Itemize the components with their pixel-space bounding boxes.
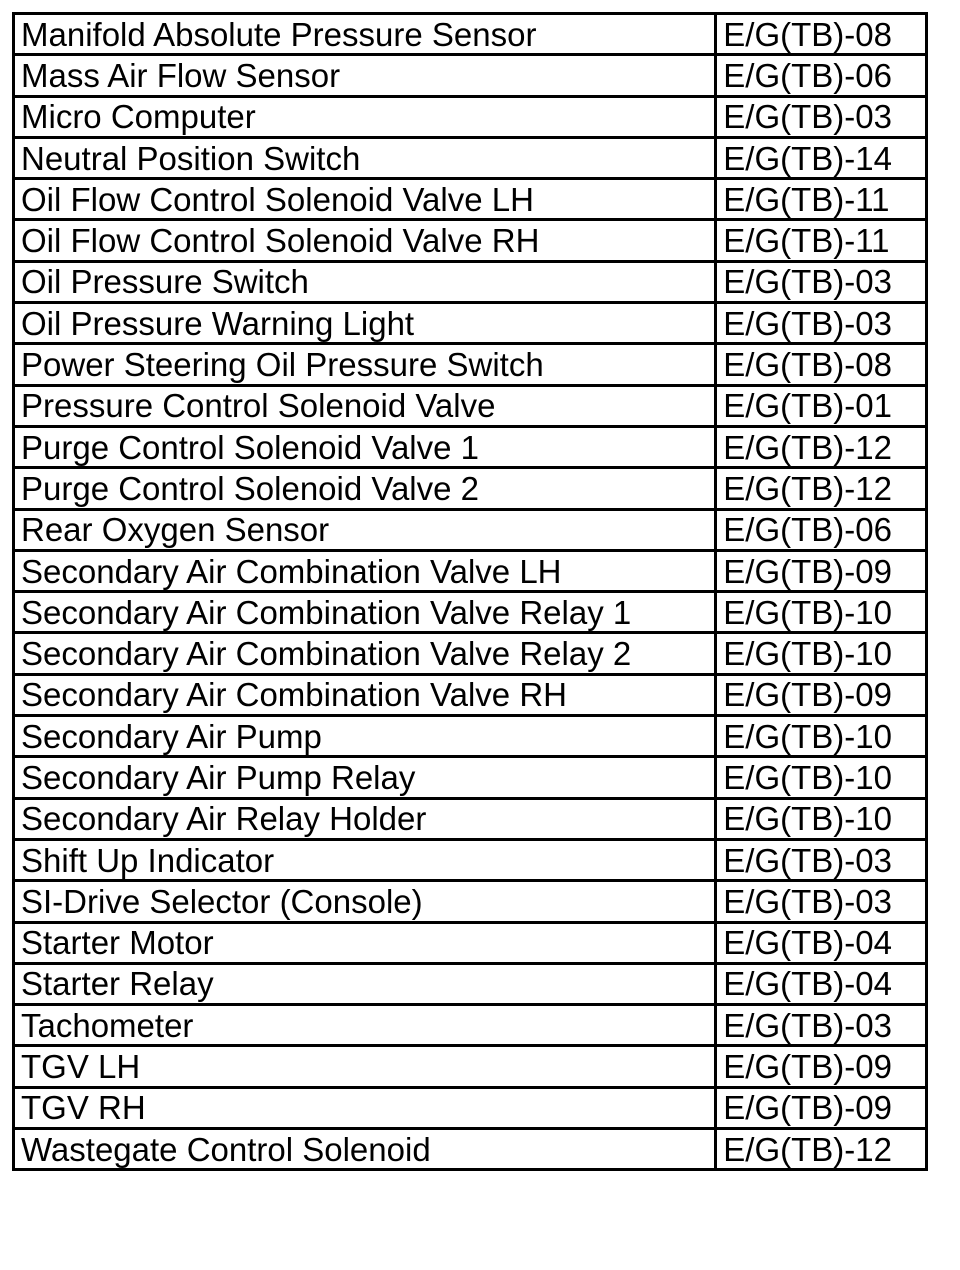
component-name-cell: Manifold Absolute Pressure Sensor xyxy=(14,14,716,55)
diagram-ref-cell: E/G(TB)-03 xyxy=(716,839,927,880)
component-name-cell: Purge Control Solenoid Valve 2 xyxy=(14,468,716,509)
table-row xyxy=(14,1129,927,1170)
table-row xyxy=(14,96,927,137)
diagram-ref-cell: E/G(TB)-03 xyxy=(716,303,927,344)
diagram-ref-cell: E/G(TB)-04 xyxy=(716,963,927,1004)
diagram-ref-cell: E/G(TB)-04 xyxy=(716,922,927,963)
component-name-cell: Oil Pressure Warning Light xyxy=(14,303,716,344)
table-row xyxy=(14,716,927,757)
diagram-ref-cell: E/G(TB)-08 xyxy=(716,344,927,385)
diagram-ref-cell: E/G(TB)-09 xyxy=(716,1046,927,1087)
component-name-cell: Secondary Air Combination Valve Relay 2 xyxy=(14,633,716,674)
diagram-ref-cell: E/G(TB)-03 xyxy=(716,881,927,922)
diagram-ref-cell: E/G(TB)-10 xyxy=(716,757,927,798)
component-name-cell: Secondary Air Pump Relay xyxy=(14,757,716,798)
table-row xyxy=(14,674,927,715)
table-row xyxy=(14,757,927,798)
table-row xyxy=(14,1046,927,1087)
component-name-cell: Secondary Air Combination Valve RH xyxy=(14,674,716,715)
table-row xyxy=(14,303,927,344)
diagram-ref-cell: E/G(TB)-01 xyxy=(716,385,927,426)
component-name-cell: Micro Computer xyxy=(14,96,716,137)
table-row xyxy=(14,881,927,922)
component-name-cell: Starter Relay xyxy=(14,963,716,1004)
component-name-cell: Power Steering Oil Pressure Switch xyxy=(14,344,716,385)
table-row xyxy=(14,550,927,591)
table-row xyxy=(14,179,927,220)
diagram-ref-cell: E/G(TB)-12 xyxy=(716,468,927,509)
component-name-cell: Secondary Air Combination Valve LH xyxy=(14,550,716,591)
component-name-cell: Mass Air Flow Sensor xyxy=(14,55,716,96)
diagram-ref-cell: E/G(TB)-12 xyxy=(716,426,927,467)
table-row xyxy=(14,385,927,426)
diagram-ref-cell: E/G(TB)-10 xyxy=(716,798,927,839)
component-name-cell: TGV RH xyxy=(14,1087,716,1128)
table-row xyxy=(14,839,927,880)
diagram-ref-cell: E/G(TB)-08 xyxy=(716,14,927,55)
component-name-cell: Oil Pressure Switch xyxy=(14,261,716,302)
diagram-ref-cell: E/G(TB)-11 xyxy=(716,220,927,261)
diagram-ref-cell: E/G(TB)-09 xyxy=(716,550,927,591)
diagram-ref-cell: E/G(TB)-03 xyxy=(716,96,927,137)
table-row xyxy=(14,14,927,55)
component-name-cell: TGV LH xyxy=(14,1046,716,1087)
component-name-cell: Secondary Air Pump xyxy=(14,716,716,757)
component-name-cell: Pressure Control Solenoid Valve xyxy=(14,385,716,426)
diagram-ref-cell: E/G(TB)-10 xyxy=(716,716,927,757)
table-row xyxy=(14,592,927,633)
table-row xyxy=(14,1087,927,1128)
diagram-ref-cell: E/G(TB)-14 xyxy=(716,137,927,178)
table-row xyxy=(14,963,927,1004)
component-name-cell: Tachometer xyxy=(14,1005,716,1046)
diagram-ref-cell: E/G(TB)-03 xyxy=(716,1005,927,1046)
component-name-cell: Purge Control Solenoid Valve 1 xyxy=(14,426,716,467)
diagram-ref-cell: E/G(TB)-10 xyxy=(716,633,927,674)
component-name-cell: Rear Oxygen Sensor xyxy=(14,509,716,550)
component-name-cell: Secondary Air Combination Valve Relay 1 xyxy=(14,592,716,633)
table-row xyxy=(14,922,927,963)
diagram-ref-cell: E/G(TB)-06 xyxy=(716,55,927,96)
diagram-ref-cell: E/G(TB)-03 xyxy=(716,261,927,302)
table-row xyxy=(14,344,927,385)
component-name-cell: Neutral Position Switch xyxy=(14,137,716,178)
diagram-ref-cell: E/G(TB)-06 xyxy=(716,509,927,550)
component-name-cell: Shift Up Indicator xyxy=(14,839,716,880)
table-row xyxy=(14,798,927,839)
diagram-ref-cell: E/G(TB)-09 xyxy=(716,1087,927,1128)
diagram-ref-cell: E/G(TB)-09 xyxy=(716,674,927,715)
component-name-cell: Starter Motor xyxy=(14,922,716,963)
component-index-table xyxy=(12,12,928,1171)
diagram-ref-cell: E/G(TB)-10 xyxy=(716,592,927,633)
component-name-cell: Oil Flow Control Solenoid Valve RH xyxy=(14,220,716,261)
table-row xyxy=(14,137,927,178)
table-row xyxy=(14,633,927,674)
component-name-cell: Secondary Air Relay Holder xyxy=(14,798,716,839)
component-name-cell: Wastegate Control Solenoid xyxy=(14,1129,716,1170)
table-row xyxy=(14,261,927,302)
diagram-ref-cell: E/G(TB)-11 xyxy=(716,179,927,220)
table-row xyxy=(14,220,927,261)
component-name-cell: Oil Flow Control Solenoid Valve LH xyxy=(14,179,716,220)
table-row xyxy=(14,468,927,509)
table-row xyxy=(14,1005,927,1046)
table-row xyxy=(14,509,927,550)
table-row xyxy=(14,55,927,96)
component-name-cell: SI-Drive Selector (Console) xyxy=(14,881,716,922)
diagram-ref-cell: E/G(TB)-12 xyxy=(716,1129,927,1170)
table-row xyxy=(14,426,927,467)
